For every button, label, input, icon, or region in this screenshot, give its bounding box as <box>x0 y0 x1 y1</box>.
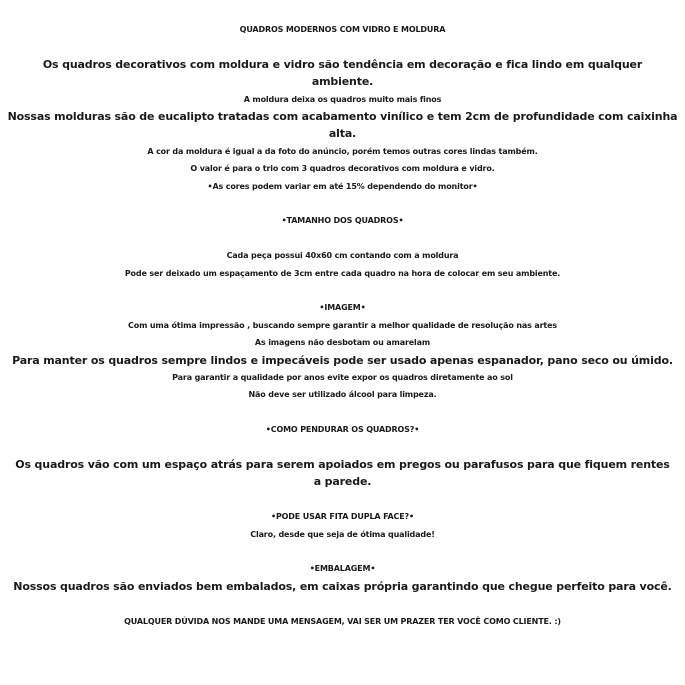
image-paragraph-2: As imagens não desbotam ou amarelam <box>254 338 431 348</box>
spacer <box>0 439 685 456</box>
packaging-paragraph: Nossos quadros são enviados bem embalados, em caixas própria garantindo que chegue perfeito para você. <box>13 579 672 593</box>
intro-paragraph-5: O valor é para o trio com 3 quadros decorativos com moldura e vidro. <box>190 164 495 174</box>
image-paragraph-4: Para garantir a qualidade por anos evite expor os quadros diretamente ao sol <box>172 373 513 383</box>
image-heading: •IMAGEM• <box>319 303 366 313</box>
spacer <box>0 38 685 55</box>
spacer <box>0 543 685 560</box>
intro-paragraph-3: Nossas molduras são de eucalipto tratadas com acabamento vinílico e tem 2cm de profundidade com caixinha alta. <box>7 110 678 141</box>
intro-paragraph-4: A cor da moldura é igual a da foto do anúncio, porém temos outras cores lindas também. <box>147 146 538 156</box>
spacer <box>0 404 685 421</box>
intro-paragraph-2: A moldura deixa os quadros muito mais finos <box>243 94 442 104</box>
image-paragraph-3: Para manter os quadros sempre lindos e impecáveis pode ser usado apenas espanador, pano seco ou úmido. <box>12 353 673 367</box>
tape-paragraph: Claro, desde que seja de ótima qualidade! <box>250 529 435 539</box>
intro-paragraph-1: Os quadros decorativos com moldura e vidro são tendência em decoração e fica lindo em qualquer ambiente. <box>42 57 643 89</box>
spacer <box>0 282 685 299</box>
image-paragraph-1: Com uma ótima impressão , buscando sempre garantir a melhor qualidade de resolução nas artes <box>128 320 557 330</box>
size-heading: •TAMANHO DOS QUADROS• <box>281 216 404 226</box>
spacer <box>0 230 685 247</box>
spacer <box>0 491 685 508</box>
hanging-heading: •COMO PENDURAR OS QUADROS?• <box>265 425 420 435</box>
page-title: QUADROS MODERNOS COM VIDRO E MOLDURA <box>239 25 446 34</box>
intro-paragraph-6: •As cores podem variar em até 15% dependendo do monitor• <box>207 181 478 191</box>
hanging-paragraph: Os quadros vão com um espaço atrás para serem apoiados em pregos ou parafusos para que fiquem rentes a parede. <box>15 458 670 489</box>
tape-heading: •PODE USAR FITA DUPLA FACE?• <box>270 512 415 522</box>
packaging-heading: •EMBALAGEM• <box>309 564 376 574</box>
closing-message: QUALQUER DÚVIDA NOS MANDE UMA MENSAGEM, VAI SER UM PRAZER TER VOCÊ COMO CLIENTE. :) <box>124 616 561 626</box>
size-paragraph-2: Pode ser deixado um espaçamento de 3cm entre cada quadro na hora de colocar em seu ambiente. <box>124 268 561 278</box>
spacer <box>0 195 685 212</box>
image-paragraph-5: Não deve ser utilizado álcool para limpeza. <box>248 390 437 400</box>
spacer <box>0 595 685 612</box>
size-paragraph-1: Cada peça possui 40x60 cm contando com a moldura <box>226 251 459 261</box>
